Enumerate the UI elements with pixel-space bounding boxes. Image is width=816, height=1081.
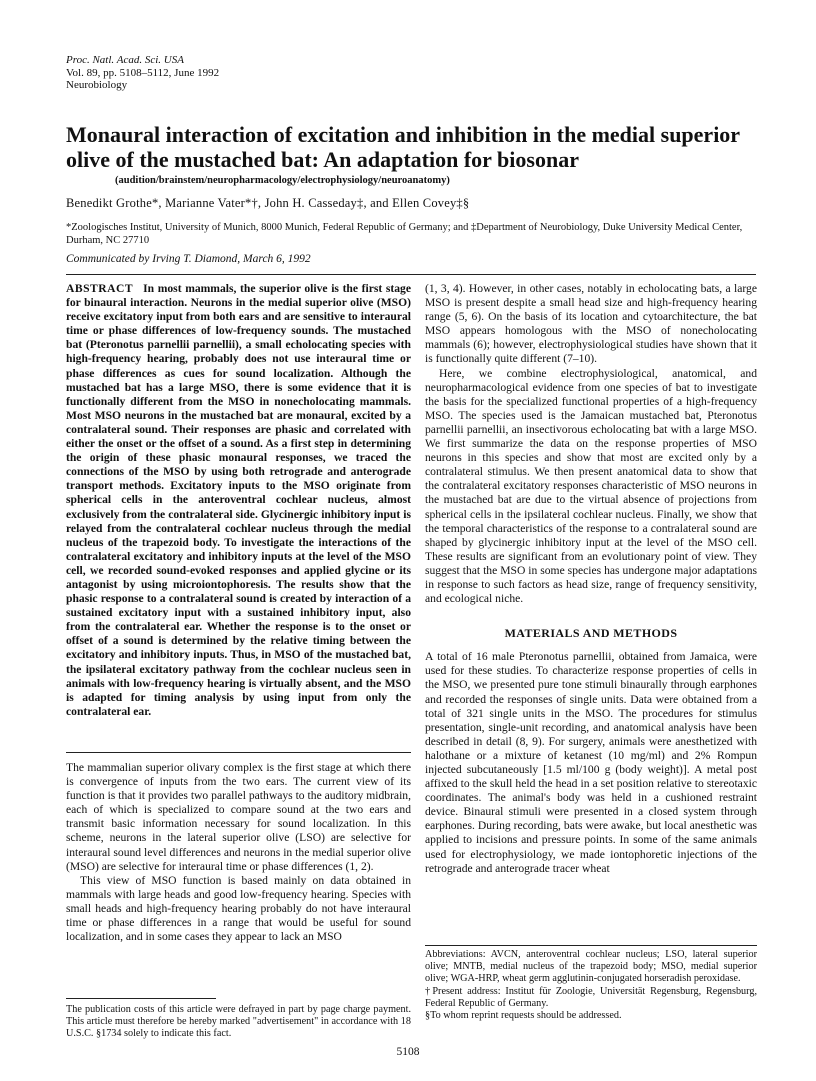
body-paragraph: Here, we combine electrophysiological, anatomical, and neuropharmacological evidence from one species of bat to investigate the basis for the specialized functional properties of a high-frequency MSO. The species used is the Jamaican mustached bat, Pteronotus parnellii parnellii, an insectivorous echolocating bat with a large MSO. We first summarize the data on the response properties of MSO neurons in this species and show that most are excited only by a contralateral stimulus. We then present anatomical data to show that the contralateral excitatory responses characteristic of MSO neurons in the mustached bat are due to the virtual absence of projections from spherical cells in the ipsilateral cochlear nucleus. Finally, we show that the temporal characteristics of the response to a contralateral sound are shaped by glycinergic inhibitory input at the level of the MSO cell. These results are significant from an evolutionary point of view. They suggest that the MSO in some species has undergone major adaptations in response to such factors as head size, range of frequency sensitivity, and ecological niche. xyxy=(425,366,757,606)
journal-header xyxy=(66,54,219,92)
abstract xyxy=(66,282,411,719)
address-footnote: †Present address: Institut für Zoologie, Universität Regensburg, Regensburg, Federal Republic of Germany. xyxy=(425,985,757,1009)
introduction xyxy=(66,761,411,944)
affiliations: *Zoologisches Institut, University of Munich, 8000 Munich, Federal Republic of Germany; and ‡Department of Neurobiology, Duke University Medical Center, Durham, NC 27710 xyxy=(66,222,743,246)
abbreviations-footnote: Abbreviations: AVCN, anteroventral cochlear nucleus; LSO, lateral superior olive; MNTB, medial nucleus of the trapezoid body; MSO, medial superior olive; WGA-HRP, wheat germ agglutinin-conjugated horseradish peroxidase. xyxy=(425,949,757,985)
communicated-by: Communicated by Irving T. Diamond, March 6, 1992 xyxy=(66,253,311,265)
journal-volume: Vol. 89, pp. 5108–5112, June 1992 xyxy=(66,66,220,79)
page-number: 5108 xyxy=(396,1046,420,1058)
intro-paragraph: This view of MSO function is based mainly on data obtained in mammals with large heads and good low-frequency hearing. Species with small heads and high-frequency hearing probably do not have interaural time or phase differences in a range that would be useful for sound localization, and in some cases they appear to lack an MSO xyxy=(66,873,411,944)
journal-name: Proc. Natl. Acad. Sci. USA xyxy=(66,54,184,66)
authors: Benedikt Grothe*, Marianne Vater*†, John H. Casseday‡, and Ellen Covey‡§ xyxy=(66,196,470,210)
footnotes-right xyxy=(425,949,757,1022)
body-paragraph: (1, 3, 4). However, in other cases, notably in echolocating bats, a large MSO is present despite a small head size and high-frequency hearing range (5, 6). On the basis of its location and cytoarchitecture, the bat MSO appears homologous with the MSO of nonecholocating mammals (6); however, electrophysiological studies have shown that it is functionally quite different (7–10). xyxy=(425,282,757,366)
abstract-label: ABSTRACT xyxy=(66,282,134,295)
footnote-divider-right xyxy=(425,945,757,946)
keywords: (audition/brainstem/neuropharmacology/electrophysiology/neuroanatomy) xyxy=(115,175,450,186)
abstract-text: In most mammals, the superior olive is the first stage for binaural interaction. Neurons in the medial superior olive (MSO) receive excitatory input from both ears and are sensitive to interaural time or phase differences of low-frequency sounds. The mustached bat (Pteronotus parnellii parnellii), a small echolocating species with high-frequency hearing, probably does not use interaural time or phase differences as cues for sound localization. Although the mustached bat has a large MSO, there is some evidence that it is functionally different from the MSO in nonecholocating mammals. Most MSO neurons in the mustached bat are monaural, excited by a contralateral sound. Their responses are phasic and correlated with either the onset or the offset of a sound. As a first step in determining the origin of these phasic monaural responses, we traced the connections of the MSO by using both retrograde and anterograde transport methods. Excitatory inputs to the MSO originate from spherical cells in the anteroventral cochlear nucleus, almost exclusively from the contralateral side. Glycinergic inhibitory input is relayed from the contralateral cochlear nucleus through the medial nucleus of the trapezoid body. To investigate the interactions of the contralateral excitatory and inhibitory inputs at the level of the MSO cell, we recorded sound-evoked responses and applied glycine or its antagonist by using microiontophoresis. The results show that the phasic response to a contralateral sound is created by interaction of a sustained excitatory input with a sustained inhibitory input, also from the contralateral ear. Whether the response is to the onset or offset of a sound is determined by the relative timing between the excitatory and inhibitory inputs. Thus, in MSO of the mustached bat, the ipsilateral excitatory pathway from the cochlear nucleus seen in animals with low-frequency hearing is virtually absent, and the MSO is adapted for timing analysis by using input from only the contralateral ear. xyxy=(66,282,411,718)
article-title: Monaural interaction of excitation and inhibition in the medial superior olive of the mustached bat: An adaptation for biosonar xyxy=(66,122,740,172)
cost-text: The publication costs of this article were defrayed in part by page charge payment. This article must therefore be hereby marked "advertisement" in accordance with 18 U.S.C. §1734 solely to indicate this fact. xyxy=(66,1004,411,1040)
intro-paragraph: The mammalian superior olivary complex is the first stage at which there is convergence of inputs from the two ears. The current view of its function is that it provides two parallel pathways to the auditory midbrain, each of which is specialized to compare sound at the two ears and transmit basic information necessary for sound localization. In this scheme, neurons in the lateral superior olive (LSO) are selective for interaural sound level differences and neurons in the medial superior olive (MSO) are selective for interaural time or phase differences (1, 2). xyxy=(66,761,411,873)
methods-paragraph: A total of 16 male Pteronotus parnellii, obtained from Jamaica, were used for these studies. To characterize response properties of cells in the MSO, we presented pure tone stimuli binaurally through earphones and recorded the responses of single units. Data were obtained from a total of 321 single units in the MSO. The procedures for stimulus presentation, single-unit recording, and anatomical analysis have been described in detail (8, 9). For surgery, animals were anesthetized with halothane or a mixture of ketanest (10 mg/ml) and 2% Rompun injected subcutaneously [1.5 ml/100 g (body weight)]. A metal post affixed to the skull held the head in a set position relative to stereotaxic coordinates. The animal's body was held in a cushioned restraint device. Binaural stimuli were presented in a closed system through earphones. During recording, bats were awake, but local anesthetic was applied to incisions and pressure points. In some of the same animals used for electrophysiology, we made iontophoretic injections of the retrograde and anterograde tracer wheat xyxy=(425,650,757,875)
right-column xyxy=(425,282,757,876)
header-divider xyxy=(66,274,756,275)
journal-section: Neurobiology xyxy=(66,79,128,91)
abstract-divider xyxy=(66,752,411,753)
methods-heading: MATERIALS AND METHODS xyxy=(504,626,678,641)
footnote-divider-left xyxy=(66,998,216,999)
publication-cost-footnote xyxy=(66,1004,411,1041)
reprint-footnote: §To whom reprint requests should be addressed. xyxy=(425,1010,622,1022)
